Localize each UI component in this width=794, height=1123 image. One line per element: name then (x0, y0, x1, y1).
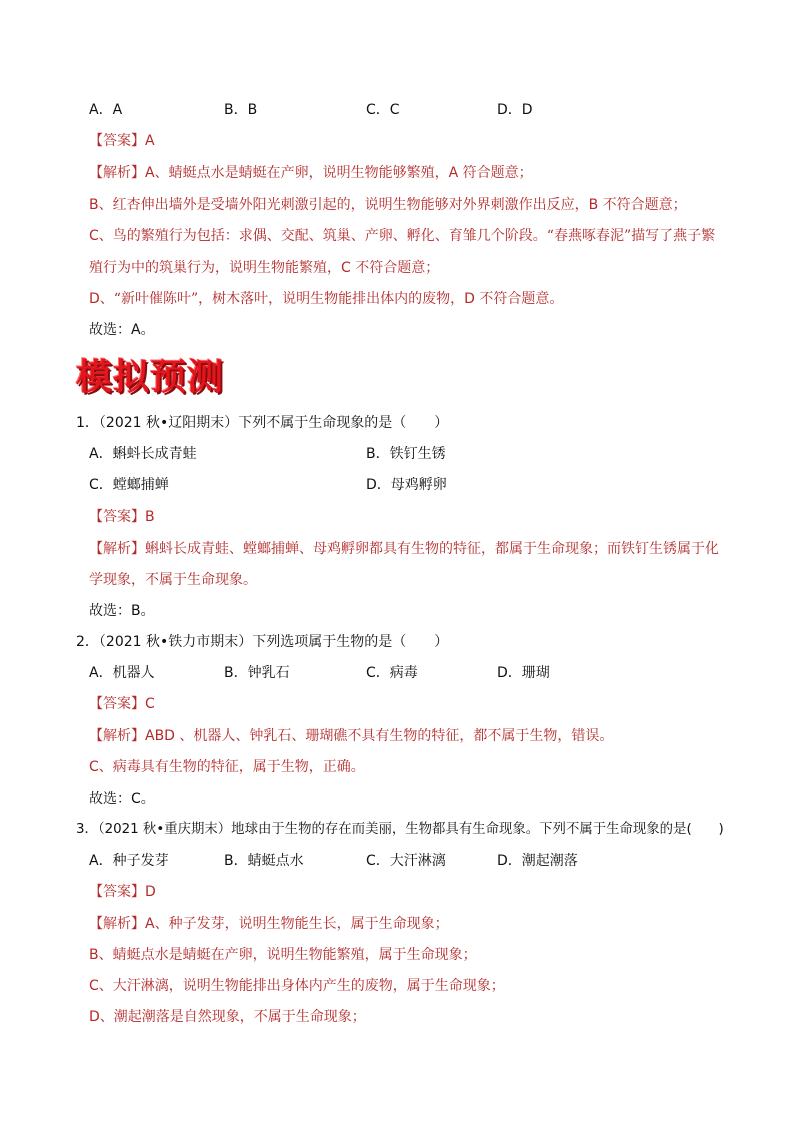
option-a: A．蝌蚪长成青蛙 (89, 446, 197, 462)
question-stem: 3．（2021 秋•重庆期末）地球由于生物的存在而美丽，生物都具有生命现象。下列不属于生命现象的是( ) (76, 822, 724, 837)
choose-text: 故选：C。 (89, 791, 155, 807)
analysis-text: A、蜻蜓点水是蜻蜓在产卵，说明生物能够繁殖，A 符合题意； (145, 165, 533, 181)
answer-label: 【答案】D (89, 884, 156, 900)
quote-text: “春燕啄春泥”描写了燕子繁 (546, 228, 716, 244)
answer-label: 【答案】A (89, 133, 155, 149)
analysis-text: 【解析】A、种子发芽，说明生物能生长，属于生命现象； (89, 916, 449, 932)
analysis-text: C、大汗淋漓，说明生物能排出身体内产生的废物，属于生命现象； (89, 978, 505, 994)
analysis-text: 【解析】ABD 、机器人、钟乳石、珊瑚礁不具有生物的特征，都不属于生物，错误。 (89, 728, 614, 744)
analysis-text: 学现象，不属于生命现象。 (89, 572, 257, 588)
option-c: C．病毒 (366, 665, 418, 681)
option-d: D．潮起潮落 (497, 853, 578, 869)
option-a: A．机器人 (89, 665, 155, 681)
analysis-label: 【解析】 (89, 165, 145, 181)
choose-text: 故选：B。 (89, 603, 155, 619)
answer-label: 【答案】C (89, 696, 155, 712)
analysis-line-d (89, 289, 563, 309)
option-d: D．D (497, 102, 533, 118)
option-c: C．螳螂捕蝉 (89, 477, 169, 493)
analysis-line-c (89, 226, 715, 246)
analysis-text: 【解析】蝌蚪长成青蛙、螳螂捕蝉、母鸡孵卵都具有生物的特征，都属于生命现象；而铁钉生锈属于化 (89, 541, 719, 557)
option-b: B．蜻蜓点水 (224, 853, 304, 869)
analysis-line-c2: 殖行为中的筑巢行为，说明生物能繁殖，C 不符合题意； (89, 260, 440, 276)
option-c: C．大汗淋漓 (366, 853, 446, 869)
analysis-text: D、 (89, 291, 114, 307)
answer-label: 【答案】B (89, 509, 155, 525)
question-stem: 1．（2021 秋•辽阳期末）下列不属于生命现象的是（ ） (76, 415, 449, 431)
quote-text: “新叶催陈叶” (113, 291, 199, 307)
option-a: A．A (89, 102, 123, 118)
analysis-text: B、蜻蜓点水是蜻蜓在产卵，说明生物能繁殖，属于生命现象； (89, 947, 477, 963)
option-a: A．种子发芽 (89, 853, 169, 869)
option-d: D．母鸡孵卵 (366, 477, 447, 493)
option-b: B．B (224, 102, 258, 118)
option-b: B．钟乳石 (224, 665, 290, 681)
question-stem: 2．（2021 秋•铁力市期末）下列选项属于生物的是（ ） (76, 634, 449, 650)
option-b: B．铁钉生锈 (366, 446, 446, 462)
option-c: C．C (366, 102, 400, 118)
analysis-text: C、鸟的繁殖行为包括：求偶、交配、筑巢、产卵、孵化、育雏几个阶段。 (89, 228, 547, 244)
analysis-text: ，树木落叶，说明生物能排出体内的废物，D 不符合题意。 (198, 291, 564, 307)
analysis-text: D、潮起潮落是自然现象，不属于生命现象； (89, 1009, 366, 1025)
option-d: D．珊瑚 (497, 665, 550, 681)
analysis-line (89, 163, 533, 183)
choose-text: 故选：A。 (89, 322, 155, 338)
analysis-line-b: B、红杏伸出墙外是受墙外阳光刺激引起的，说明生物能够对外界刺激作出反应，B 不符合题意； (89, 197, 687, 213)
section-title: 模拟预测 (76, 357, 225, 398)
analysis-text: C、病毒具有生物的特征，属于生物，正确。 (89, 759, 365, 775)
